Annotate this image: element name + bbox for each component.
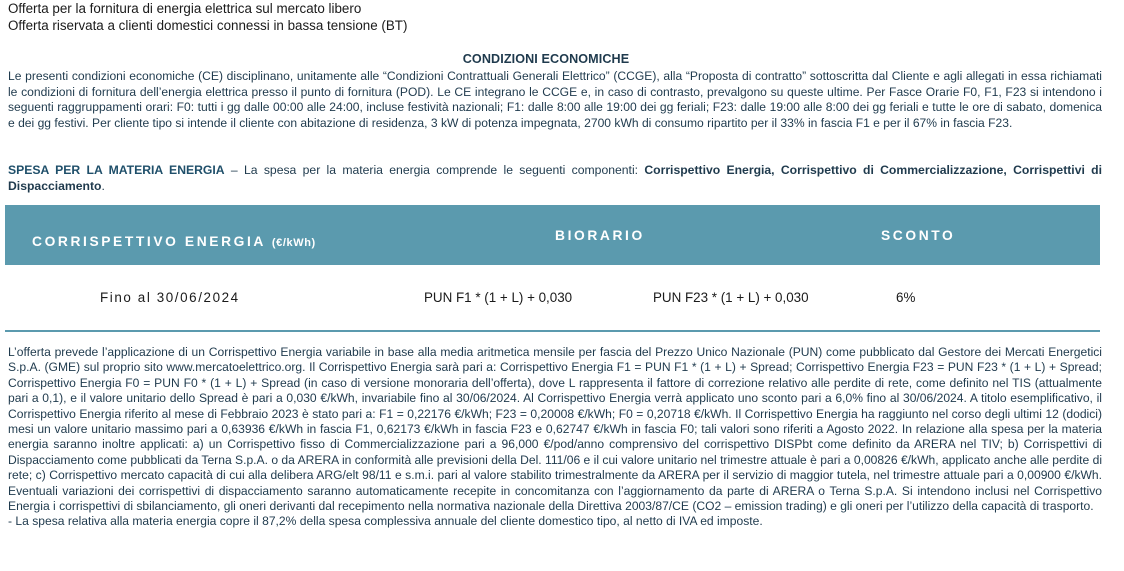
section-title: CONDIZIONI ECONOMICHE	[462, 52, 630, 66]
row-f23-price: PUN F23 * (1 + L) + 0,030	[653, 290, 809, 305]
price-table-header	[5, 205, 1100, 265]
offer-type-line: Offerta per la fornitura di energia elettrica sul mercato libero	[8, 1, 362, 16]
row-f1-price: PUN F1 * (1 + L) + 0,030	[424, 290, 573, 305]
row-date: Fino al 30/06/2024	[100, 290, 240, 305]
offer-intro	[8, 0, 407, 34]
conditions-paragraph: Le presenti condizioni economiche (CE) disciplinano, unitamente alle “Condizioni Contrattuali Generali Elettrico” (CCGE), alla “Proposta di contratto” sottoscritta dal Cliente e agli allegati in essa richiamati le condizioni di fornitura dell’energia elettrica presso il punto di fornitura (POD). Le CE integrano le CCGE e, in caso di contrasto, prevalgono su queste ultime. Per Fasce Orarie F0, F1, F23 si intendono i seguenti raggruppamenti orari: F0: tutti i gg dalle 00:00 alle 24:00, incluse festività nazionali; F1: dalle 8:00 alle 19:00 dei gg feriali; F23: dalle 19:00 alle 8:00 dei gg feriali e tutte le ore di sabato, domenica e dei gg festivi. Per cliente tipo si intende il cliente con abitazione di residenza, 3 kW di potenza impegnata, 2700 kWh di consumo ripartito per il 33% in fascia F1 e per il 67% in fascia F23.	[8, 69, 1102, 130]
header-unit: (€/kWh)	[271, 237, 316, 249]
row-discount: 6%	[896, 290, 916, 305]
header-corrispettivo	[32, 234, 316, 249]
footnote: - La spesa relativa alla materia energia copre il 87,2% della spesa complessiva annuale del cliente domestico tipo, al netto di IVA ed imposte.	[8, 514, 763, 529]
header-sconto: SCONTO	[881, 228, 956, 243]
table-bottom-rule	[5, 330, 1100, 332]
header-biorario: BIORARIO	[555, 228, 645, 243]
offer-target-line: Offerta riservata a clienti domestici connessi in bassa tensione (BT)	[8, 18, 408, 33]
spesa-end: .	[101, 178, 105, 193]
spesa-paragraph	[8, 163, 1102, 194]
details-text: L’offerta prevede l’applicazione di un Corrispettivo Energia variabile in base alla media aritmetica mensile per fascia del Prezzo Unico Nazionale (PUN) come pubblicato dal Gestore dei Mercati Energetici S.p.A. (GME) sul proprio sito www.mercatoelettrico.org. Il Corrispettivo Energia sarà pari a: Corrispettivo Energia F1 = PUN F1 * (1 + L) + Spread; Corrispettivo Energia F23 = PUN F23 * (1 + L) + Spread; Corrispettivo Energia F0 = PUN F0 * (1 + L) + Spread (in caso di versione monoraria dell’offerta), dove L rappresenta il fattore di correzione relativo alle perdite di rete, come definito nel TIS (attualmente pari a 0,1), e il valore unitario dello Spread è pari a 0,030 €/kWh, invariabile fino al 30/06/2024. Al Corrispettivo Energia verrà applicato uno sconto pari a 6,0% fino al 30/06/2024. A titolo esemplificativo, il Corrispettivo Energia riferito al mese di Febbraio 2023 è stato pari a: F1 = 0,22176 €/kWh; F23 = 0,20008 €/kWh; F0 = 0,20718 €/kWh. Il Corrispettivo Energia ha raggiunto nel corso degli ultimi 12 (dodici) mesi un valore unitario massimo pari a 0,63936 €/kWh in fascia F1, 0,62173 €/kWh in fascia F23 e 0,62747 €/kWh in fascia F0; tali valori sono riferiti a Agosto 2022. In relazione alla spesa per la materia energia saranno inoltre applicati: a) un Corrispettivo fisso di Commercializzazione pari a 96,000 €/pod/anno comprensivo del corrispettivo DISPbt come definito da ARERA nel TIV; b) Corrispettivi di Dispacciamento come pubblicati da Terna S.p.A. o da ARERA in conformità alle previsioni della Del. 111/06 e il cui valore unitario nel trimestre attuale è pari a 0,00826 €/kWh, applicato anche alle perdite di rete; c) Corrispettivo mercato capacità di cui alla delibera ARG/elt 98/11 e s.m.i. pari al valore stabilito trimestralmente da ARERA per il servizio di maggior tutela, nel trimestre attuale pari a 0,00900 €/kWh. Eventuali variazioni dei corrispettivi di dispacciamento saranno automaticamente recepite in concomitanza con l’aggiornamento da parte di ARERA o Terna S.p.A. Si intendono inclusi nel Corrispettivo Energia i corrispettivi di sbilanciamento, gli oneri derivanti dal recepimento nella normativa nazionale della Direttiva 2003/87/CE (CO2 – emission trading) e gli oneri per l’utilizzo della capacità di trasporto.	[8, 345, 1102, 514]
details-paragraph	[8, 345, 1102, 530]
spesa-heading: SPESA PER LA MATERIA ENERGIA	[8, 163, 225, 177]
header-corrispettivo-label: CORRISPETTIVO ENERGIA	[32, 234, 272, 249]
spesa-components: Corrispettivo Energia, Corrispettivo di Commercializzazione, Corrispettivi di Dispacciamento	[8, 163, 1102, 193]
spesa-text: – La spesa per la materia energia comprende le seguenti componenti:	[224, 163, 645, 177]
